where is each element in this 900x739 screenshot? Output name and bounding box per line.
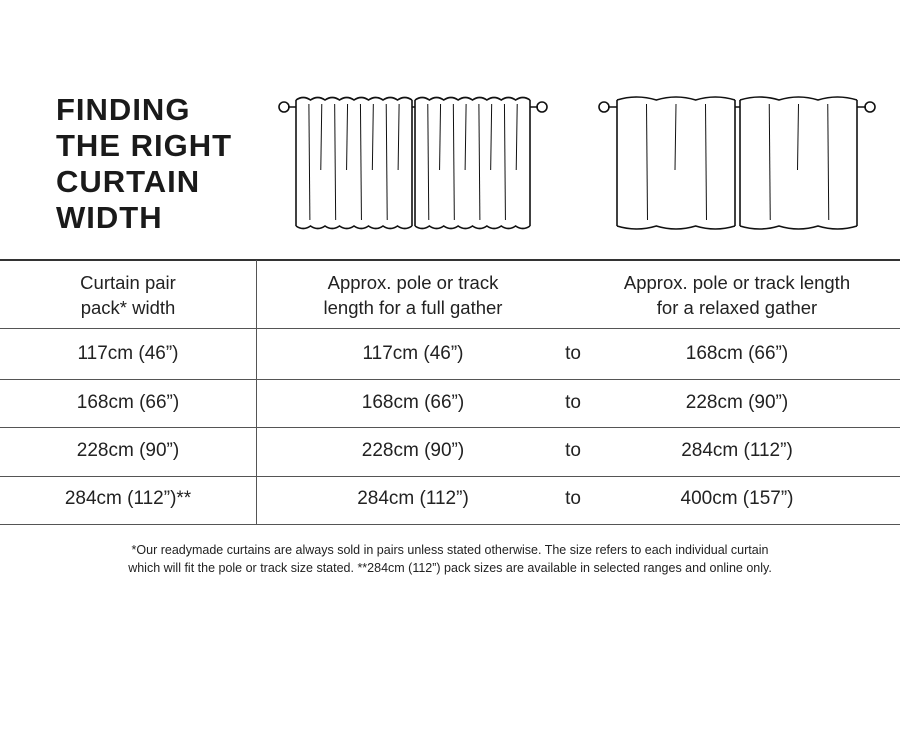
header-line: length for a full gather [323,297,503,318]
footnote [0,541,900,577]
table-cell-full: 228cm (90”) [361,440,465,461]
table-cell-pack: 117cm (46”) [77,343,179,364]
table-cell-pack: 168cm (66”) [76,392,180,413]
curtain-hem [740,226,857,229]
curtain-hem [415,226,530,229]
table-cell-full: 284cm (112”) [357,488,469,509]
divider [0,328,900,329]
header-full-gather [283,270,543,320]
table-cell-full: 117cm (46”) [362,343,464,364]
header-line: Curtain pair [80,272,176,293]
rod-finial [865,102,875,112]
title-line: WIDTH [56,200,163,235]
table-cell-to: to [565,440,581,461]
header-line: for a relaxed gather [656,297,818,318]
curtain-hem [617,226,735,229]
divider [0,427,900,428]
table-cell-relaxed: 228cm (90”) [685,392,789,413]
header-relaxed-gather [587,270,887,320]
page-title [56,92,232,236]
full-gather-curtain-illustration [278,90,548,232]
rod-finial [279,102,289,112]
header-line: Approx. pole or track [327,272,499,293]
footnote-line: *Our readymade curtains are always sold in pairs unless stated otherwise. The size refers to each individual curtain [131,543,769,557]
header-line: Approx. pole or track length [623,272,851,293]
table-cell-relaxed: 168cm (66”) [685,343,789,364]
header-pack-width [0,270,256,320]
table-cell-pack: 228cm (90”) [76,440,180,461]
rod-finial [599,102,609,112]
divider [0,476,900,477]
table-cell-to: to [565,488,581,509]
title-line: FINDING [56,92,191,127]
title-line: THE RIGHT [56,128,233,163]
divider [0,379,900,380]
table-top-border [0,259,900,261]
table-cell-to: to [565,392,581,413]
table-cell-relaxed: 400cm (157”) [680,488,794,509]
divider [0,524,900,525]
table-cell-pack: 284cm (112”)** [64,488,192,509]
title-line: CURTAIN [56,164,201,199]
footnote-line: which will fit the pole or track size stated. **284cm (112”) pack sizes are available in selected ranges and online only. [128,561,772,575]
table-cell-relaxed: 284cm (112”) [681,440,793,461]
table-cell-full: 168cm (66”) [361,392,465,413]
header-line: pack* width [80,297,176,318]
table-cell-to: to [565,343,581,364]
relaxed-gather-curtain-illustration [598,90,878,232]
column-divider [256,260,257,525]
rod-finial [537,102,547,112]
curtain-hem [296,226,412,229]
